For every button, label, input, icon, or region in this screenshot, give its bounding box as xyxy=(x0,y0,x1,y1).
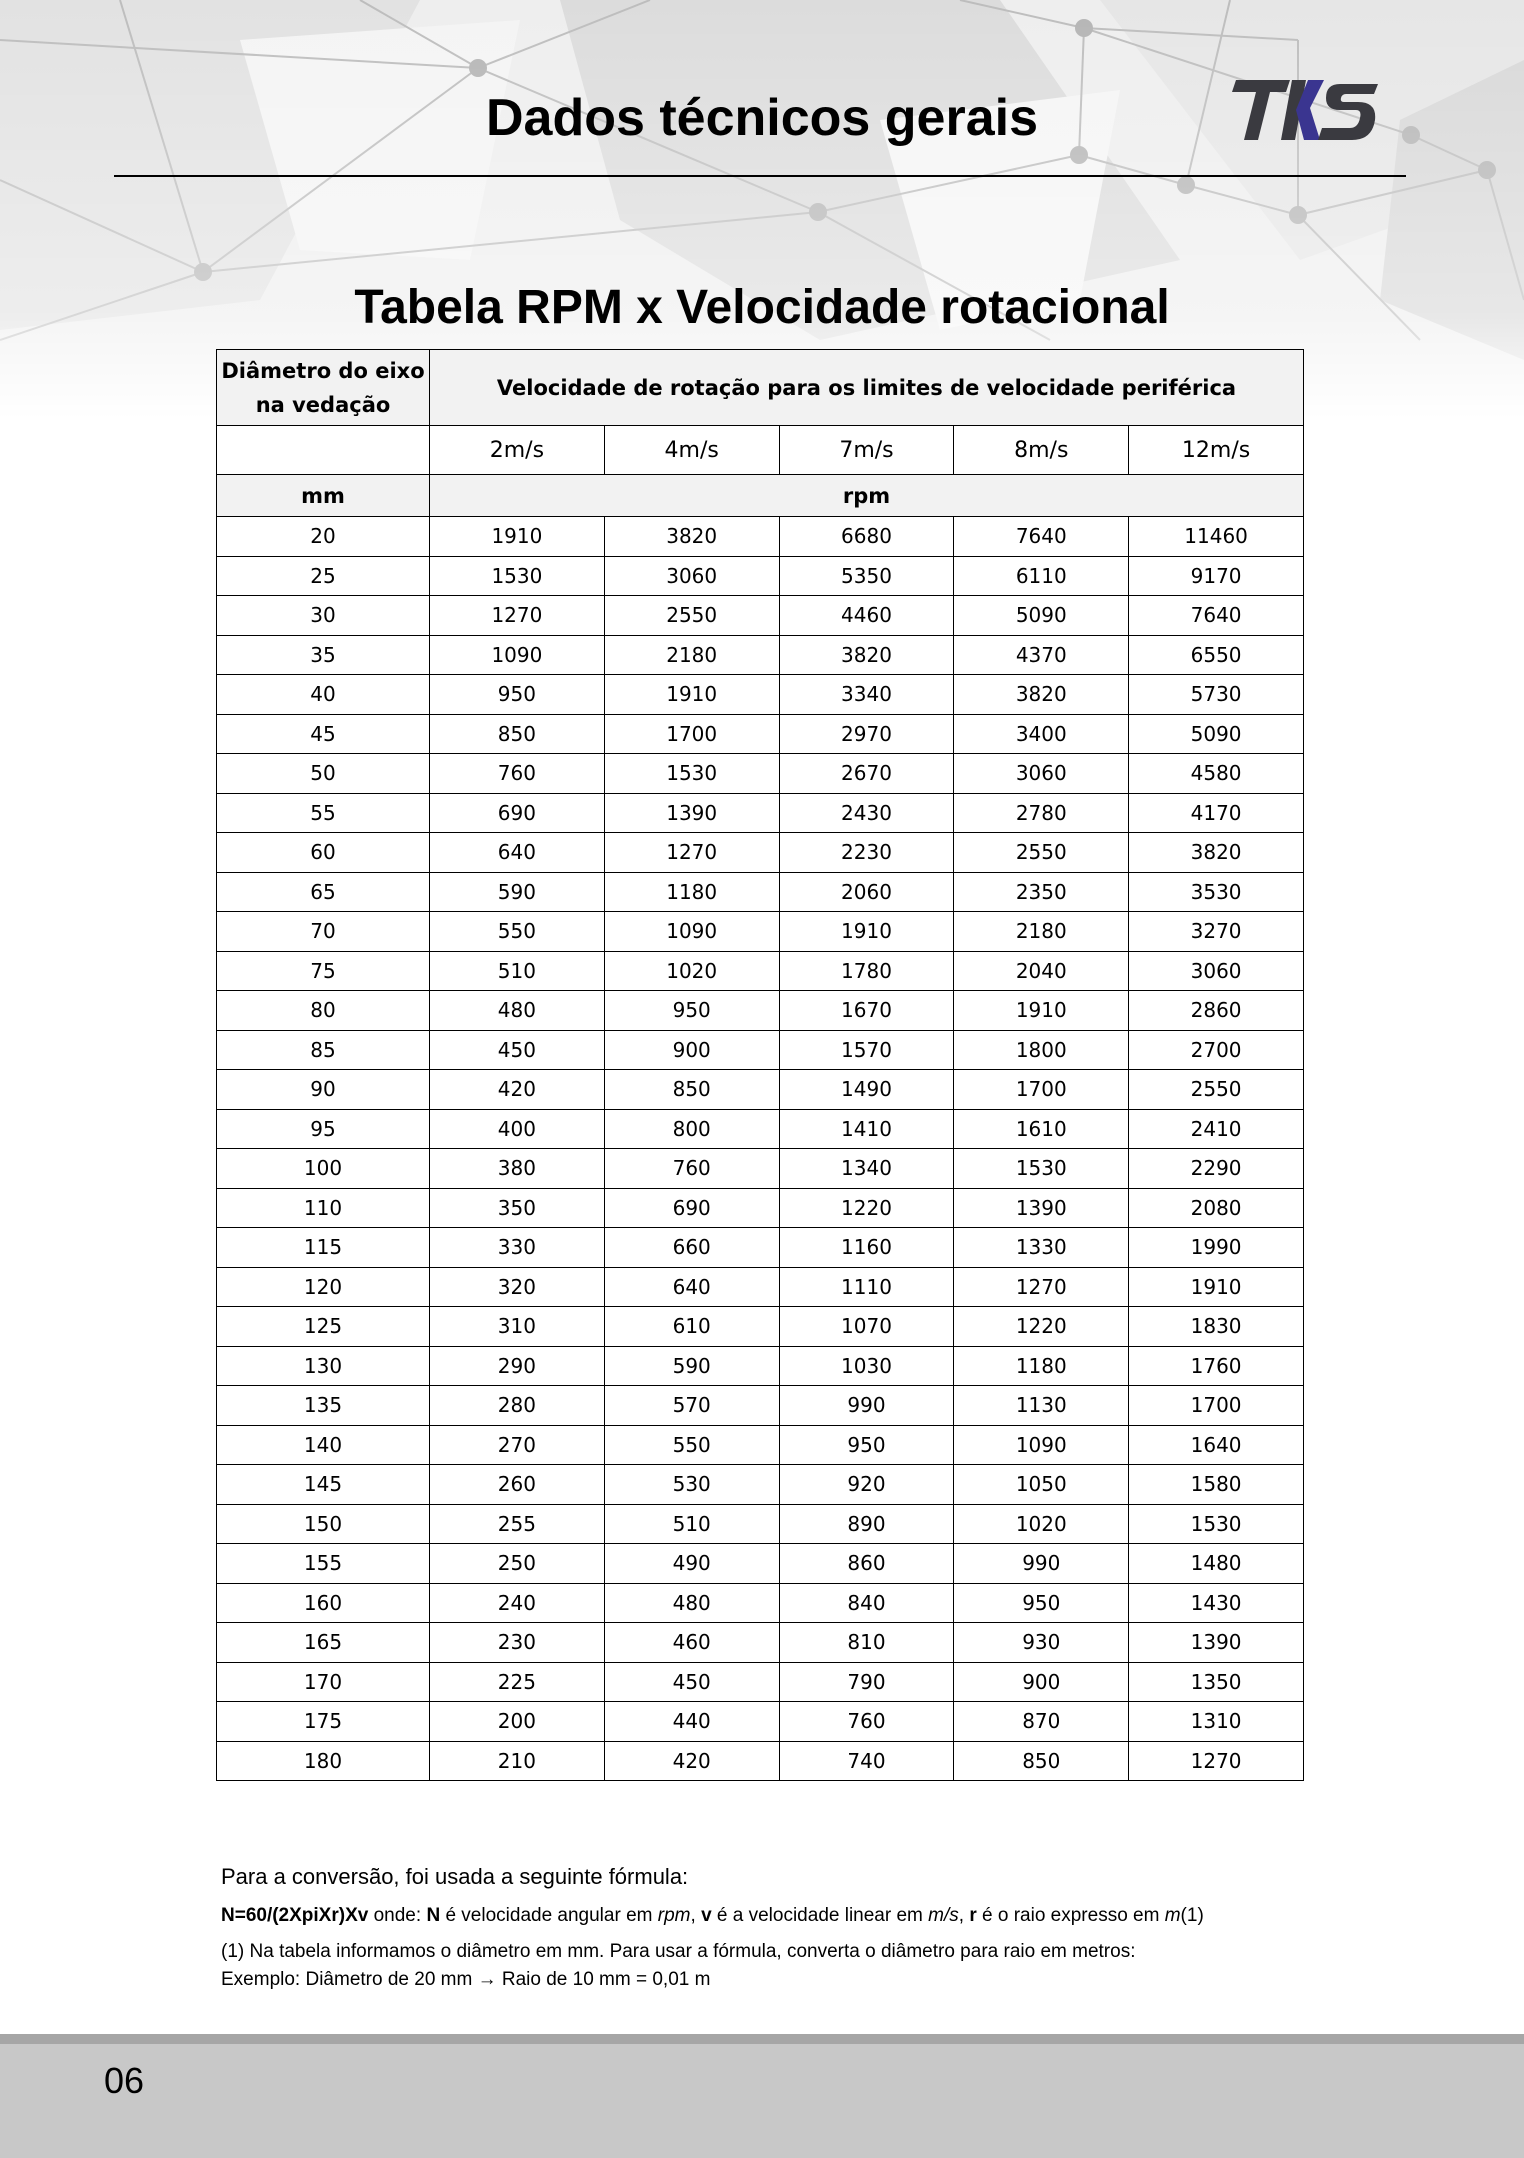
diameter-cell: 100 xyxy=(217,1149,430,1189)
rpm-cell: 6680 xyxy=(779,517,954,557)
rpm-cell: 1390 xyxy=(954,1188,1129,1228)
speed-header-cell: 2m/s xyxy=(430,426,605,475)
diameter-cell: 155 xyxy=(217,1544,430,1584)
rpm-cell: 2180 xyxy=(954,912,1129,952)
symbol-v: v xyxy=(701,1905,712,1926)
rpm-cell: 3270 xyxy=(1129,912,1304,952)
diameter-cell: 125 xyxy=(217,1307,430,1347)
rpm-cell: 1410 xyxy=(779,1109,954,1149)
rpm-cell: 2410 xyxy=(1129,1109,1304,1149)
rpm-cell: 950 xyxy=(430,675,605,715)
rpm-cell: 5730 xyxy=(1129,675,1304,715)
rpm-cell: 7640 xyxy=(954,517,1129,557)
diameter-cell: 130 xyxy=(217,1346,430,1386)
rpm-cell: 690 xyxy=(604,1188,779,1228)
table-row xyxy=(217,1425,1304,1465)
table-row xyxy=(217,1465,1304,1505)
table-row xyxy=(217,912,1304,952)
title-divider xyxy=(114,175,1406,177)
table-row xyxy=(217,1188,1304,1228)
rpm-cell: 3820 xyxy=(954,675,1129,715)
rpm-cell: 1780 xyxy=(779,951,954,991)
rpm-cell: 890 xyxy=(779,1504,954,1544)
rpm-cell: 2230 xyxy=(779,833,954,873)
rpm-cell: 490 xyxy=(604,1544,779,1584)
rpm-cell: 590 xyxy=(430,872,605,912)
example-text: Exemplo: Diâmetro de 20 mm → Raio de 10 mm = 0,01 m xyxy=(221,1969,711,1990)
table-row xyxy=(217,754,1304,794)
diameter-cell: 35 xyxy=(217,635,430,675)
rpm-cell: 530 xyxy=(604,1465,779,1505)
rpm-cell: 510 xyxy=(430,951,605,991)
rpm-cell: 850 xyxy=(604,1070,779,1110)
rpm-cell: 1990 xyxy=(1129,1228,1304,1268)
table-row xyxy=(217,1346,1304,1386)
rpm-cell: 280 xyxy=(430,1386,605,1426)
rpm-cell: 1090 xyxy=(604,912,779,952)
rpm-cell: 1020 xyxy=(954,1504,1129,1544)
rpm-cell: 800 xyxy=(604,1109,779,1149)
rpm-cell: 5350 xyxy=(779,556,954,596)
rpm-cell: 400 xyxy=(430,1109,605,1149)
rpm-cell: 2350 xyxy=(954,872,1129,912)
rpm-cell: 930 xyxy=(954,1623,1129,1663)
footnote-text: (1) Na tabela informamos o diâmetro em mm. Para usar a fórmula, converta o diâmetro para raio em metros: xyxy=(221,1941,1136,1962)
rpm-cell: 1530 xyxy=(430,556,605,596)
rpm-cell: 3820 xyxy=(604,517,779,557)
rpm-cell: 2430 xyxy=(779,793,954,833)
diameter-cell: 150 xyxy=(217,1504,430,1544)
table-row xyxy=(217,872,1304,912)
rpm-cell: 290 xyxy=(430,1346,605,1386)
rpm-cell: 460 xyxy=(604,1623,779,1663)
rpm-cell: 2080 xyxy=(1129,1188,1304,1228)
rpm-cell: 950 xyxy=(779,1425,954,1465)
rpm-cell: 550 xyxy=(604,1425,779,1465)
rpm-cell: 1270 xyxy=(954,1267,1129,1307)
rpm-cell: 1480 xyxy=(1129,1544,1304,1584)
rpm-cell: 7640 xyxy=(1129,596,1304,636)
rpm-cell: 1830 xyxy=(1129,1307,1304,1347)
rpm-cell: 740 xyxy=(779,1741,954,1781)
footer-band xyxy=(0,2044,1524,2158)
rpm-cell: 2780 xyxy=(954,793,1129,833)
diameter-cell: 115 xyxy=(217,1228,430,1268)
rpm-cell: 1310 xyxy=(1129,1702,1304,1742)
table-row xyxy=(217,1702,1304,1742)
rpm-cell: 1610 xyxy=(954,1109,1129,1149)
rpm-cell: 850 xyxy=(430,714,605,754)
rpm-cell: 420 xyxy=(604,1741,779,1781)
table-row xyxy=(217,1228,1304,1268)
rpm-cell: 990 xyxy=(779,1386,954,1426)
table-row xyxy=(217,675,1304,715)
diameter-cell: 145 xyxy=(217,1465,430,1505)
formula-notes xyxy=(221,1862,1204,1994)
diameter-cell: 75 xyxy=(217,951,430,991)
rpm-table-body xyxy=(217,517,1304,1781)
rpm-cell: 2060 xyxy=(779,872,954,912)
rpm-cell: 2550 xyxy=(604,596,779,636)
rpm-cell: 1530 xyxy=(954,1149,1129,1189)
footnote-ref: (1) xyxy=(1180,1905,1204,1926)
rpm-cell: 3820 xyxy=(1129,833,1304,873)
rpm-cell: 660 xyxy=(604,1228,779,1268)
rpm-cell: 810 xyxy=(779,1623,954,1663)
rpm-cell: 6550 xyxy=(1129,635,1304,675)
rpm-cell: 1430 xyxy=(1129,1583,1304,1623)
rpm-cell: 2700 xyxy=(1129,1030,1304,1070)
rpm-cell: 1220 xyxy=(779,1188,954,1228)
table-row xyxy=(217,596,1304,636)
rpm-cell: 2550 xyxy=(954,833,1129,873)
table-row xyxy=(217,793,1304,833)
speed-header-cell: 12m/s xyxy=(1129,426,1304,475)
diameter-cell: 165 xyxy=(217,1623,430,1663)
table-row xyxy=(217,951,1304,991)
rpm-cell: 255 xyxy=(430,1504,605,1544)
table-row xyxy=(217,1109,1304,1149)
table-row xyxy=(217,1583,1304,1623)
table-row xyxy=(217,1504,1304,1544)
rpm-cell: 270 xyxy=(430,1425,605,1465)
rpm-cell: 1670 xyxy=(779,991,954,1031)
rpm-cell: 1220 xyxy=(954,1307,1129,1347)
rpm-cell: 1270 xyxy=(1129,1741,1304,1781)
rpm-cell: 1130 xyxy=(954,1386,1129,1426)
rpm-cell: 2670 xyxy=(779,754,954,794)
table-row xyxy=(217,556,1304,596)
rpm-cell: 3060 xyxy=(604,556,779,596)
rpm-cell: 240 xyxy=(430,1583,605,1623)
rpm-cell: 1490 xyxy=(779,1070,954,1110)
rpm-cell: 900 xyxy=(954,1662,1129,1702)
diameter-cell: 60 xyxy=(217,833,430,873)
speed-header-cell: 7m/s xyxy=(779,426,954,475)
rpm-cell: 440 xyxy=(604,1702,779,1742)
rpm-cell: 640 xyxy=(430,833,605,873)
rpm-cell: 950 xyxy=(604,991,779,1031)
diameter-cell: 70 xyxy=(217,912,430,952)
speed-header-cell: 4m/s xyxy=(604,426,779,475)
tks-logo xyxy=(1228,76,1388,144)
rpm-cell: 310 xyxy=(430,1307,605,1347)
rpm-cell: 2860 xyxy=(1129,991,1304,1031)
rpm-cell: 480 xyxy=(430,991,605,1031)
rpm-cell: 760 xyxy=(430,754,605,794)
rpm-cell: 2970 xyxy=(779,714,954,754)
rpm-cell: 1270 xyxy=(430,596,605,636)
formula-text: N=60/(2XpiXr)Xv xyxy=(221,1905,369,1926)
rpm-cell: 3340 xyxy=(779,675,954,715)
rpm-cell: 760 xyxy=(604,1149,779,1189)
rpm-cell: 350 xyxy=(430,1188,605,1228)
formula-line xyxy=(221,1902,1204,1930)
table-row xyxy=(217,1623,1304,1663)
rpm-cell: 1800 xyxy=(954,1030,1129,1070)
rpm-cell: 2180 xyxy=(604,635,779,675)
footer-divider xyxy=(0,2034,1524,2044)
rpm-cell: 1700 xyxy=(954,1070,1129,1110)
table-row xyxy=(217,1267,1304,1307)
table-header-row xyxy=(217,350,1304,426)
rpm-cell: 1030 xyxy=(779,1346,954,1386)
rpm-cell: 550 xyxy=(430,912,605,952)
table-row xyxy=(217,714,1304,754)
rpm-cell: 380 xyxy=(430,1149,605,1189)
rpm-cell: 760 xyxy=(779,1702,954,1742)
rpm-cell: 590 xyxy=(604,1346,779,1386)
diameter-cell: 20 xyxy=(217,517,430,557)
rpm-cell: 1640 xyxy=(1129,1425,1304,1465)
rpm-cell: 1270 xyxy=(604,833,779,873)
table-row xyxy=(217,991,1304,1031)
formula-intro: Para a conversão, foi usada a seguinte fórmula: xyxy=(221,1864,689,1889)
diameter-cell: 120 xyxy=(217,1267,430,1307)
diameter-header: Diâmetro do eixo na vedação xyxy=(217,350,430,426)
table-row xyxy=(217,1149,1304,1189)
diameter-cell: 170 xyxy=(217,1662,430,1702)
rpm-cell: 1090 xyxy=(954,1425,1129,1465)
diameter-cell: 95 xyxy=(217,1109,430,1149)
rpm-cell: 790 xyxy=(779,1662,954,1702)
rpm-cell: 1570 xyxy=(779,1030,954,1070)
rpm-cell: 2550 xyxy=(1129,1070,1304,1110)
diameter-cell: 45 xyxy=(217,714,430,754)
table-row xyxy=(217,1070,1304,1110)
rpm-cell: 330 xyxy=(430,1228,605,1268)
rpm-cell: 260 xyxy=(430,1465,605,1505)
unit-rpm: rpm xyxy=(430,475,1304,517)
rpm-cell: 1530 xyxy=(604,754,779,794)
rpm-cell: 225 xyxy=(430,1662,605,1702)
rpm-cell: 1050 xyxy=(954,1465,1129,1505)
rpm-cell: 450 xyxy=(604,1662,779,1702)
desc-r: é o raio expresso em xyxy=(976,1905,1165,1926)
rpm-cell: 1580 xyxy=(1129,1465,1304,1505)
table-row xyxy=(217,1741,1304,1781)
rpm-cell: 1070 xyxy=(779,1307,954,1347)
rpm-cell: 1910 xyxy=(779,912,954,952)
table-row xyxy=(217,833,1304,873)
rpm-cell: 950 xyxy=(954,1583,1129,1623)
rpm-cell: 1340 xyxy=(779,1149,954,1189)
table-row xyxy=(217,517,1304,557)
desc-n: é velocidade angular em xyxy=(440,1905,658,1926)
unit-rpm-italic: rpm xyxy=(657,1905,691,1926)
rpm-cell: 480 xyxy=(604,1583,779,1623)
rpm-cell: 3400 xyxy=(954,714,1129,754)
rpm-cell: 1530 xyxy=(1129,1504,1304,1544)
rpm-cell: 1160 xyxy=(779,1228,954,1268)
table-title: Tabela RPM x Velocidade rotacional xyxy=(354,281,1170,334)
table-row xyxy=(217,635,1304,675)
rpm-cell: 840 xyxy=(779,1583,954,1623)
rpm-cell: 250 xyxy=(430,1544,605,1584)
rpm-cell: 690 xyxy=(430,793,605,833)
diameter-cell: 180 xyxy=(217,1741,430,1781)
diameter-cell: 55 xyxy=(217,793,430,833)
unit-mm: mm xyxy=(217,475,430,517)
diameter-cell: 85 xyxy=(217,1030,430,1070)
diameter-cell: 50 xyxy=(217,754,430,794)
diameter-cell: 140 xyxy=(217,1425,430,1465)
rpm-cell: 1390 xyxy=(1129,1623,1304,1663)
rpm-cell: 1700 xyxy=(604,714,779,754)
rpm-cell: 860 xyxy=(779,1544,954,1584)
diameter-cell: 65 xyxy=(217,872,430,912)
rpm-cell: 1910 xyxy=(604,675,779,715)
rpm-cell: 4460 xyxy=(779,596,954,636)
rpm-cell: 1910 xyxy=(430,517,605,557)
rpm-cell: 1350 xyxy=(1129,1662,1304,1702)
rpm-cell: 9170 xyxy=(1129,556,1304,596)
rpm-cell: 640 xyxy=(604,1267,779,1307)
speed-group-header: Velocidade de rotação para os limites de velocidade periférica xyxy=(430,350,1304,426)
rpm-cell: 3060 xyxy=(954,754,1129,794)
rpm-cell: 4580 xyxy=(1129,754,1304,794)
rpm-cell: 1180 xyxy=(954,1346,1129,1386)
formula-onde: onde: xyxy=(368,1905,427,1926)
rpm-cell: 1760 xyxy=(1129,1346,1304,1386)
desc-v: é a velocidade linear em xyxy=(711,1905,929,1926)
rpm-cell: 450 xyxy=(430,1030,605,1070)
table-row xyxy=(217,1662,1304,1702)
rpm-cell: 210 xyxy=(430,1741,605,1781)
rpm-cell: 1330 xyxy=(954,1228,1129,1268)
unit-m-italic: m xyxy=(1164,1905,1181,1926)
table-row xyxy=(217,1386,1304,1426)
rpm-cell: 3820 xyxy=(779,635,954,675)
page-number: 06 xyxy=(104,2060,145,2101)
rpm-cell: 11460 xyxy=(1129,517,1304,557)
rpm-table xyxy=(216,349,1304,1781)
diameter-cell: 135 xyxy=(217,1386,430,1426)
rpm-cell: 320 xyxy=(430,1267,605,1307)
rpm-cell: 2040 xyxy=(954,951,1129,991)
table-row xyxy=(217,1030,1304,1070)
rpm-cell: 5090 xyxy=(954,596,1129,636)
diameter-cell: 90 xyxy=(217,1070,430,1110)
speed-header-cell: 8m/s xyxy=(954,426,1129,475)
diameter-cell: 160 xyxy=(217,1583,430,1623)
unit-row xyxy=(217,475,1304,517)
rpm-cell: 200 xyxy=(430,1702,605,1742)
rpm-cell: 2290 xyxy=(1129,1149,1304,1189)
symbol-n: N xyxy=(426,1905,441,1926)
diameter-cell: 175 xyxy=(217,1702,430,1742)
rpm-cell: 990 xyxy=(954,1544,1129,1584)
rpm-cell: 3530 xyxy=(1129,872,1304,912)
rpm-cell: 1090 xyxy=(430,635,605,675)
rpm-cell: 920 xyxy=(779,1465,954,1505)
rpm-cell: 1700 xyxy=(1129,1386,1304,1426)
rpm-cell: 570 xyxy=(604,1386,779,1426)
empty-header-cell xyxy=(217,426,430,475)
diameter-cell: 30 xyxy=(217,596,430,636)
diameter-cell: 110 xyxy=(217,1188,430,1228)
table-row xyxy=(217,1307,1304,1347)
rpm-cell: 5090 xyxy=(1129,714,1304,754)
rpm-cell: 4170 xyxy=(1129,793,1304,833)
rpm-cell: 230 xyxy=(430,1623,605,1663)
diameter-cell: 40 xyxy=(217,675,430,715)
rpm-cell: 1910 xyxy=(1129,1267,1304,1307)
rpm-cell: 510 xyxy=(604,1504,779,1544)
rpm-cell: 1910 xyxy=(954,991,1129,1031)
separator: , xyxy=(958,1905,970,1926)
rpm-cell: 420 xyxy=(430,1070,605,1110)
rpm-cell: 1020 xyxy=(604,951,779,991)
table-row xyxy=(217,1544,1304,1584)
separator: , xyxy=(690,1905,702,1926)
rpm-cell: 610 xyxy=(604,1307,779,1347)
symbol-r: r xyxy=(969,1905,977,1926)
rpm-cell: 1110 xyxy=(779,1267,954,1307)
rpm-cell: 870 xyxy=(954,1702,1129,1742)
rpm-cell: 850 xyxy=(954,1741,1129,1781)
rpm-cell: 900 xyxy=(604,1030,779,1070)
speed-header-row xyxy=(217,426,1304,475)
diameter-cell: 80 xyxy=(217,991,430,1031)
rpm-cell: 4370 xyxy=(954,635,1129,675)
rpm-cell: 6110 xyxy=(954,556,1129,596)
rpm-cell: 1180 xyxy=(604,872,779,912)
rpm-cell: 1390 xyxy=(604,793,779,833)
unit-ms-italic: m/s xyxy=(928,1905,959,1926)
page-title: Dados técnicos gerais xyxy=(486,89,1038,147)
diameter-cell: 25 xyxy=(217,556,430,596)
rpm-cell: 3060 xyxy=(1129,951,1304,991)
